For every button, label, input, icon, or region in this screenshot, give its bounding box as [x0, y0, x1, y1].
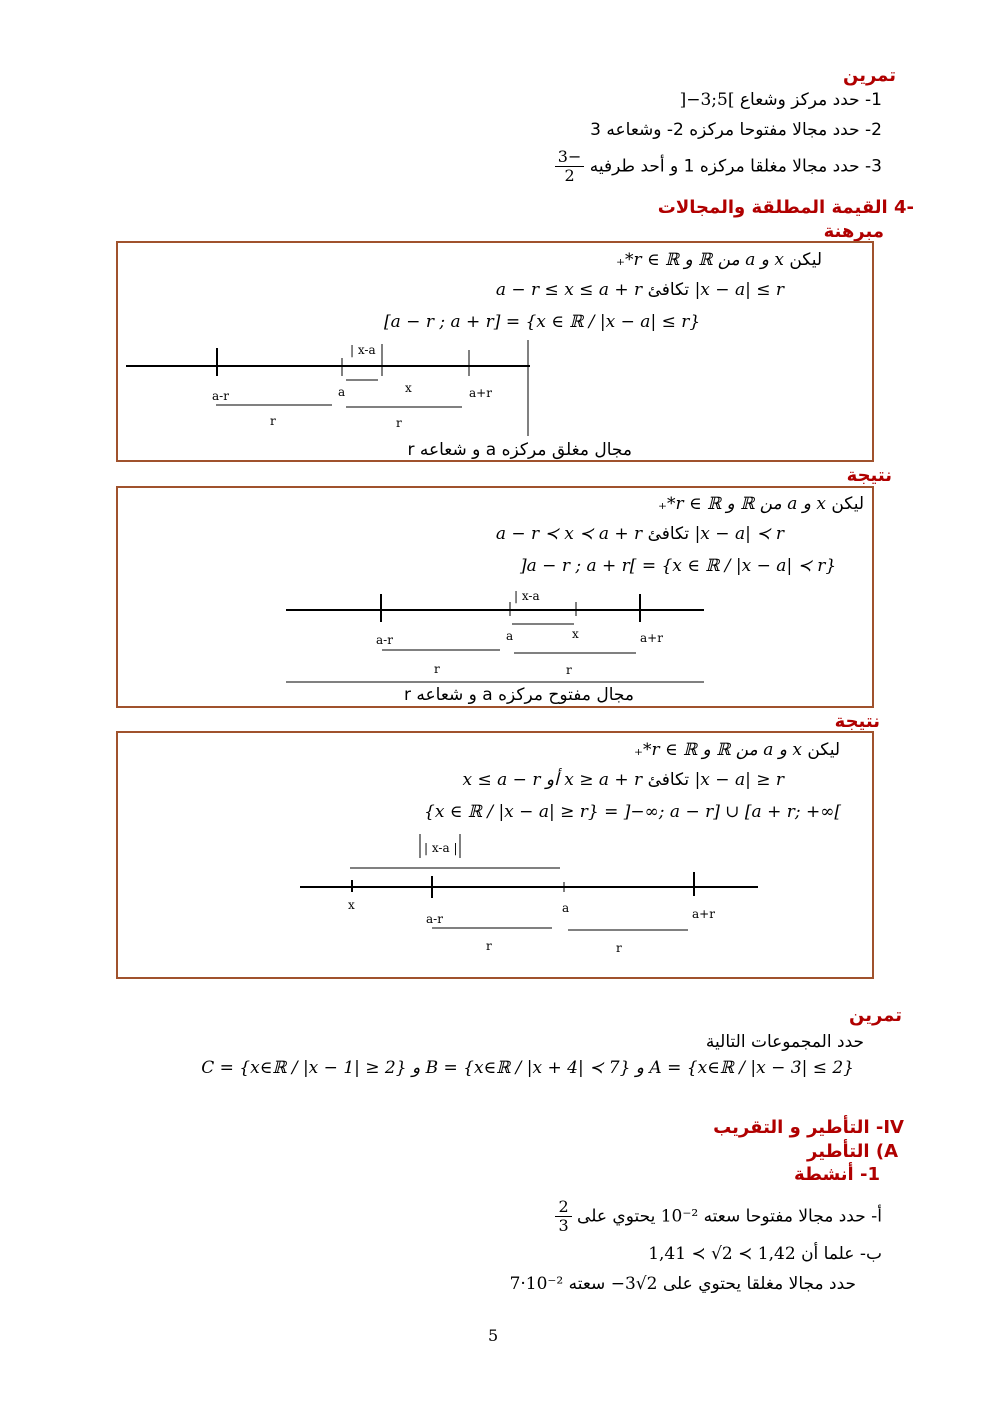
box3-line1: [634, 738, 840, 762]
item-number: 3-: [865, 156, 882, 177]
item-text-2: يحتوي على: [577, 1206, 656, 1227]
r-label-left: r: [486, 939, 492, 953]
activity-item-b-line2: [510, 1272, 856, 1296]
item-label: ب-: [859, 1244, 882, 1264]
a-minus-r-label: a-r: [376, 633, 393, 647]
r-label-right: r: [616, 941, 622, 955]
section-title: القيمة المطلقة والمجالات: [657, 197, 888, 218]
line-math-2: a − r ≤ x ≤ a + r: [495, 280, 643, 300]
a-minus-r-label: a-r: [426, 912, 443, 926]
section-iv-title: IV- التأطير و التقريب: [713, 1117, 904, 1138]
theorem-title: مبرهنة: [823, 221, 884, 242]
line-math-2: x ≥ a + r أو x ≤ a − r: [462, 770, 643, 790]
item-math: 10⁻²: [660, 1206, 699, 1227]
x-label: x: [348, 898, 355, 912]
line-math: |x − a| ≤ r: [694, 280, 784, 300]
x-label: x: [572, 627, 579, 641]
line-text: تكافئ: [647, 280, 690, 300]
item-text: حدد مجالا مفتوحا سعته: [703, 1206, 866, 1227]
page-number: 5: [488, 1326, 499, 1345]
r-label-right: r: [566, 663, 572, 677]
a-minus-r-label: a-r: [212, 389, 229, 403]
abs-label: | x-a: [514, 589, 540, 603]
a-label: a: [506, 629, 514, 643]
r-label-left: r: [270, 414, 276, 428]
line-math: x و a من ℝ و r ∈ ℝ*₊: [634, 740, 802, 760]
a-plus-r-label: a+r: [640, 631, 663, 645]
result-title: نتيجة: [846, 465, 892, 486]
line-math: x و a من ℝ و r ∈ ℝ*₊: [616, 250, 784, 270]
fraction-numerator: 2: [555, 1198, 571, 1217]
x-label: x: [405, 381, 412, 395]
item-math: −3√2: [610, 1274, 658, 1294]
box2-line1: [658, 492, 864, 516]
item-text-2: سعته: [568, 1274, 606, 1294]
activities-title: 1- أنشطة: [794, 1164, 880, 1185]
line-text: تكافئ: [647, 770, 690, 790]
a-plus-r-label: a+r: [469, 386, 492, 400]
r-label-right: r: [396, 416, 402, 430]
item-text: حدد مركز وشعاع: [739, 90, 860, 110]
line-text: ليكن: [831, 494, 864, 514]
line-text: ليكن: [807, 740, 840, 760]
fraction-numerator: −3: [555, 148, 585, 167]
ex1-item-2: [590, 118, 882, 142]
box2-line2: [496, 522, 784, 546]
line-text: ليكن: [789, 250, 822, 270]
exercise-intro: حدد المجموعات التالية: [705, 1032, 864, 1052]
exercise-sets: A = {x∈ℝ / |x − 3| ≤ 2} و B = {x∈ℝ / |x + 4| ≺ 7} و C = {x∈ℝ / |x − 1| ≥ 2}: [201, 1058, 854, 1078]
activity-item-a: [555, 1198, 882, 1235]
result-title: نتيجة: [834, 711, 880, 732]
activity-item-b: [648, 1242, 882, 1266]
abs-label: | x-a: [350, 343, 376, 357]
abs-label: | x-a |: [424, 841, 458, 855]
fraction-denominator: 3: [558, 1216, 569, 1235]
subsection-a-title: A) التأطير: [807, 1141, 898, 1162]
section-number: -4: [893, 197, 914, 218]
exercise-title: تمرين: [843, 65, 896, 86]
a-plus-r-label: a+r: [692, 907, 715, 921]
line-math-2: a − r ≺ x ≺ a + r: [495, 524, 643, 544]
section-heading: [658, 196, 914, 220]
fraction-denominator: 2: [564, 166, 575, 185]
item-math: 1,41 ≺ √2 ≺ 1,42: [648, 1244, 796, 1264]
line-math: |x − a| ≥ r: [694, 770, 784, 790]
item-text: حدد مجالا مغلقا يحتوي على: [662, 1274, 856, 1294]
line-math: |x − a| ≺ r: [694, 524, 784, 544]
box2-set-equality: ]a − r ; a + r[ = {x ∈ ℝ / |x − a| ≺ r}: [520, 556, 837, 576]
r-label-left: r: [434, 662, 440, 676]
box3-set-equality: {x ∈ ℝ / |x − a| ≥ r} = ]−∞; a − r] ∪ [a + r; +∞[: [424, 802, 842, 822]
box1-caption: مجال مغلق مركزه a و شعاعه r: [407, 440, 632, 460]
item-text: حدد مجالا مغلقا مركزه 1 و أحد طرفيه: [589, 156, 860, 177]
interval-math: ]−3;5[: [679, 90, 735, 110]
item-text: حدد مجالا مفتوحا مركزه 2- وشعاعه 3: [590, 120, 860, 140]
box1-set-equality: [a − r ; a + r] = {x ∈ ℝ / |x − a| ≤ r}: [384, 312, 701, 332]
box1-line1: [616, 248, 822, 272]
line-math: x و a من ℝ و r ∈ ℝ*₊: [658, 494, 826, 514]
ex1-item-3: [555, 148, 882, 185]
a-label: a: [338, 385, 346, 399]
item-math-2: 7·10⁻²: [509, 1274, 564, 1294]
box1-line2: [496, 278, 784, 302]
box2-caption: مجال مفتوح مركزه a و شعاعه r: [403, 685, 634, 705]
a-label: a: [562, 901, 570, 915]
fraction: [555, 148, 585, 185]
item-number: 1-: [865, 90, 882, 110]
item-text: علما أن: [801, 1244, 855, 1264]
number-line-diagram: [296, 832, 762, 964]
box3-line2: [463, 768, 785, 792]
number-line-diagram: [120, 340, 540, 440]
item-number: 2-: [865, 120, 882, 140]
ex1-item-1: [680, 88, 882, 112]
number-line-diagram: [286, 584, 706, 688]
line-text: تكافئ: [647, 524, 690, 544]
fraction: [555, 1198, 571, 1235]
item-label: أ-: [871, 1206, 882, 1227]
exercise-title: تمرين: [849, 1005, 902, 1026]
